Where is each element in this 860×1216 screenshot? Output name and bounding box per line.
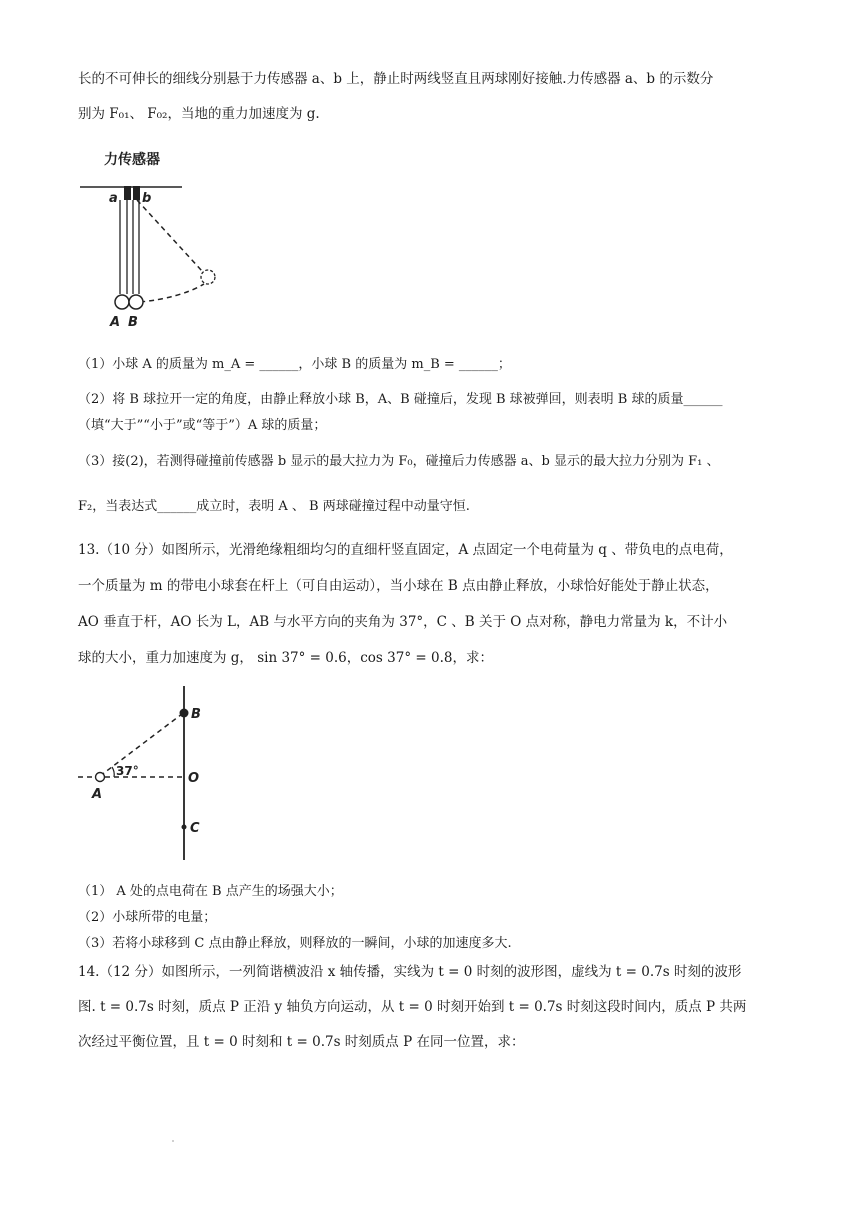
q13-part-2: （2）小球所带的电量；	[78, 910, 217, 925]
label-B: B	[128, 315, 138, 330]
q13-stem-line-3: AO 垂直于杆，AO 长为 L，AB 与水平方向的夹角为 37°，C 、B 关于 O 点对称，静电力常量为 k，不计小	[78, 614, 728, 630]
q12-part-1: （1）小球 A 的质量为 m_A = ______，小球 B 的质量为 m_B = ______；	[78, 357, 511, 372]
q13-part-3: （3）若将小球移到 C 点由静止释放，则释放的一瞬间，小球的加速度多大.	[78, 936, 512, 951]
q12-part-3: （3）接(2)，若测得碰撞前传感器 b 显示的最大拉力为 F₀，碰撞后力传感器 a、b 显示的最大拉力分别为 F₁ 、	[78, 454, 720, 469]
label-A-point: A	[92, 787, 103, 802]
scan-speck	[172, 1140, 174, 1142]
q12-part-2: （2）将 B 球拉开一定的角度，由静止释放小球 B，A、B 碰撞后，发现 B 球被弹回，则表明 B 球的质量______	[78, 392, 723, 407]
label-B-point: B	[191, 707, 201, 722]
q14-stem-line-3: 次经过平衡位置，且 t = 0 时刻和 t = 0.7s 时刻质点 P 在同一位置，求：	[78, 1034, 525, 1050]
q12-intro-line-2: 别为 F₀₁、 F₀₂，当地的重力加速度为 g.	[78, 106, 320, 122]
figure-title: 力传感器	[104, 152, 160, 168]
label-O-point: O	[188, 771, 200, 786]
label-b: b	[142, 191, 152, 206]
q12-pendulum-figure	[80, 146, 222, 332]
q14-stem-line-1: 14.（12 分）如图所示，一列简谐横波沿 x 轴传播，实线为 t = 0 时刻的波形图，虚线为 t = 0.7s 时刻的波形	[78, 964, 742, 980]
q13-part-1: （1） A 处的点电荷在 B 点产生的场强大小；	[78, 884, 343, 899]
label-a: a	[109, 191, 118, 206]
angle-label: 37°	[116, 764, 139, 778]
label-A: A	[110, 315, 121, 330]
q13-stem-line-2: 一个质量为 m 的带电小球套在杆上（可自由运动），当小球在 B 点由静止释放，小球恰好能处于静止状态，	[78, 578, 719, 594]
q12-part-2-cont: （填“大于”“小于”或“等于”）A 球的质量；	[78, 418, 327, 433]
q12-part-3-cont: F₂，当表达式______成立时，表明 A 、 B 两球碰撞过程中动量守恒.	[78, 499, 470, 514]
q13-stem-line-1: 13.（10 分）如图所示，光滑绝缘粗细均匀的直细杆竖直固定，A 点固定一个电荷量为 q 、带负电的点电荷，	[78, 542, 733, 558]
q13-stem-line-4: 球的大小，重力加速度为 g， sin 37° = 0.6，cos 37° = 0.8，求：	[78, 650, 493, 666]
q13-rod-figure	[78, 684, 228, 864]
label-C-point: C	[190, 821, 200, 836]
q14-stem-line-2: 图. t = 0.7s 时刻，质点 P 正沿 y 轴负方向运动，从 t = 0 时刻开始到 t = 0.7s 时刻这段时间内，质点 P 共两	[78, 999, 747, 1015]
q12-intro-line-1: 长的不可伸长的细线分别悬于力传感器 a、b 上，静止时两线竖直且两球刚好接触.力传感器 a、b 的示数分	[78, 71, 714, 87]
